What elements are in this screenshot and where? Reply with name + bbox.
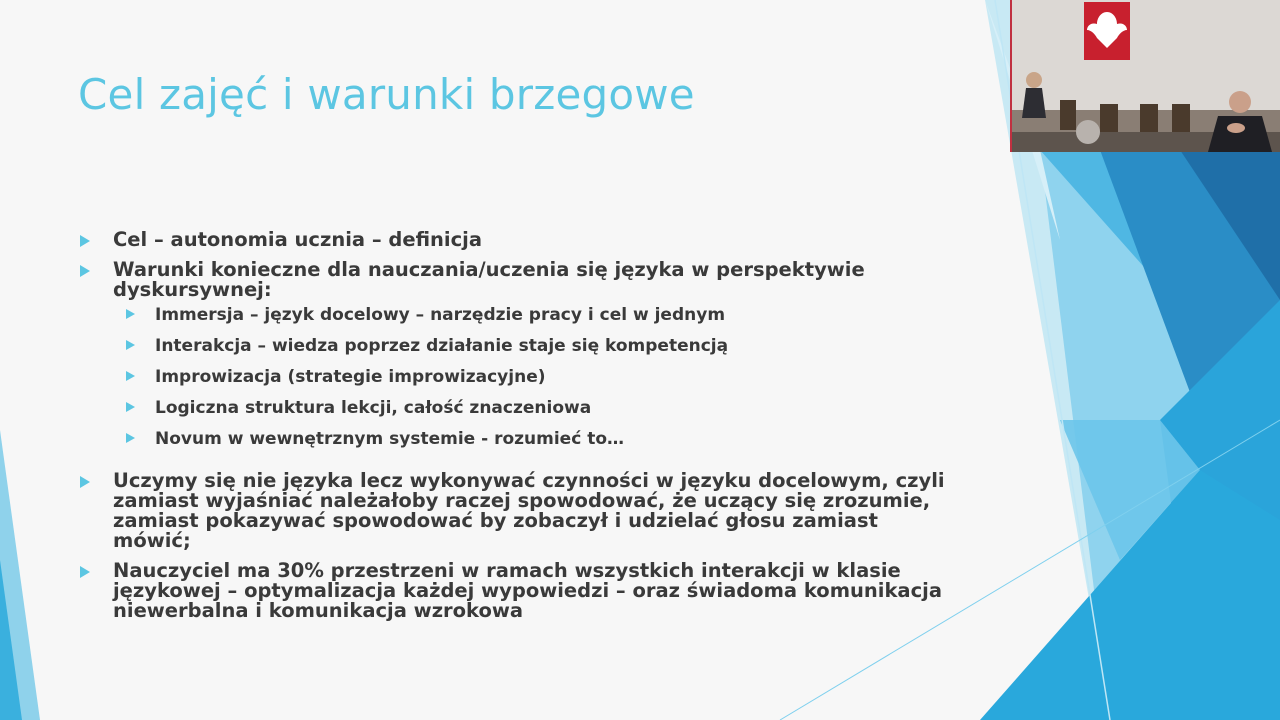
bullet-arrow-icon <box>126 433 135 443</box>
bullet-item <box>78 561 958 621</box>
sub-bullet-list <box>113 306 958 461</box>
bullet-arrow-icon <box>80 476 90 488</box>
bullet-text: Warunki konieczne dla nauczania/uczenia się języka w perspektywie dyskursywnej: <box>113 258 865 301</box>
sub-bullet-item <box>113 306 958 337</box>
sub-bullet-item <box>113 368 958 399</box>
sub-bullet-text: Immersja – język docelowy – narzędzie pracy i cel w jednym <box>155 305 726 325</box>
bullet-arrow-icon <box>80 566 90 578</box>
bullet-arrow-icon <box>126 309 135 319</box>
bullet-list <box>78 230 958 631</box>
sub-bullet-text: Interakcja – wiedza poprzez działanie staje się kompetencją <box>155 336 729 356</box>
bullet-arrow-icon <box>80 235 90 247</box>
sub-bullet-item <box>113 337 958 368</box>
emblem-icon <box>1084 2 1130 60</box>
bullet-item <box>78 260 958 461</box>
bullet-text: Cel – autonomia ucznia – definicja <box>113 228 482 251</box>
bullet-item <box>78 230 958 250</box>
sub-bullet-text: Improwizacja (strategie improwizacyjne) <box>155 367 546 387</box>
sub-bullet-text: Novum w wewnętrznym systemie - rozumieć to… <box>155 429 625 449</box>
bullet-text: Nauczyciel ma 30% przestrzeni w ramach wszystkich interakcji w klasie językowej – optymalizacja każdej wypowiedzi – oraz świadoma komunikacja niewerbalna i komunikacja wzrokowa <box>113 559 942 622</box>
bullet-arrow-icon <box>126 371 135 381</box>
slide-title: Cel zajęć i warunki brzegowe <box>78 70 695 119</box>
bullet-arrow-icon <box>80 265 90 277</box>
video-feed <box>1012 0 1280 152</box>
sub-bullet-item <box>113 399 958 430</box>
bullet-arrow-icon <box>126 402 135 412</box>
sub-bullet-item <box>113 430 958 461</box>
video-overlay[interactable] <box>1010 0 1280 152</box>
bullet-item <box>78 471 958 551</box>
bullet-arrow-icon <box>126 340 135 350</box>
sub-bullet-text: Logiczna struktura lekcji, całość znaczeniowa <box>155 398 592 418</box>
bullet-text: Uczymy się nie języka lecz wykonywać czynności w języku docelowym, czyli zamiast wyjaśniać należałoby raczej spowodować, że uczący się zrozumie, zamiast pokazywać spowodować by zobaczył i udzielać głosu zamiast mówić; <box>113 469 945 552</box>
